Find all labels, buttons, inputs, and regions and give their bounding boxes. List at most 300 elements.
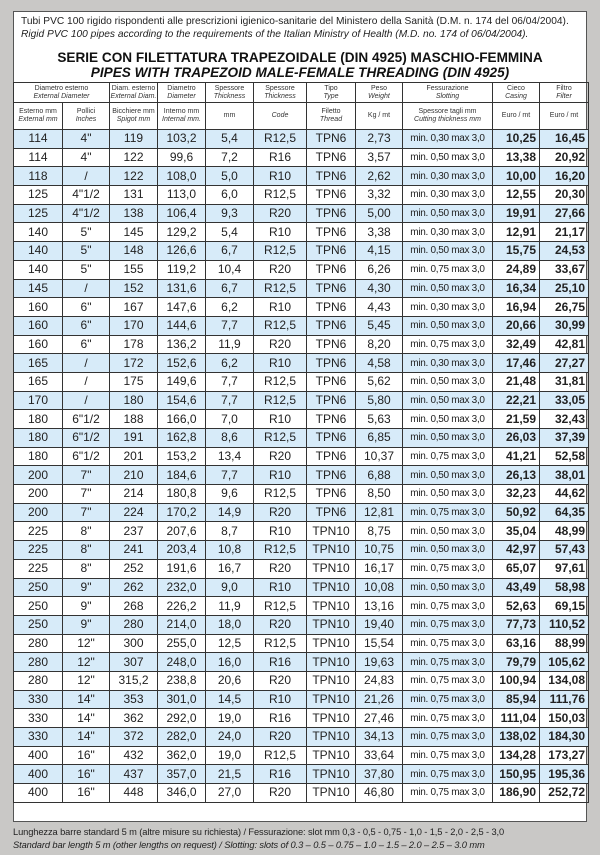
cell-slotting: min. 0,75 max 3,0 <box>403 765 493 784</box>
cell-thread: TPN6 <box>307 298 356 317</box>
cell-filter-price: 27,66 <box>540 204 589 223</box>
cell-thread: TPN10 <box>307 522 356 541</box>
pipe-spec-table <box>13 82 589 803</box>
header-label-italian: Diametro <box>167 84 196 92</box>
cell-inches: 5" <box>63 223 110 242</box>
intro-italian: Tubi PVC 100 rigido rispondenti alle prescrizioni igienico-sanitarie del Ministero della Sanità (D.M. n. 174 del 06/04/2004). <box>21 16 569 27</box>
cell-slotting: min. 0,75 max 3,0 <box>403 447 493 466</box>
cell-external-mm: 160 <box>14 298 63 317</box>
cell-code: R20 <box>254 671 307 690</box>
header-label-english: External Diam. <box>110 92 157 100</box>
cell-spigot-mm: 300 <box>110 634 158 653</box>
cell-slotting: min. 0,50 max 3,0 <box>403 410 493 429</box>
table-row <box>14 260 589 279</box>
cell-spigot-mm: 119 <box>110 130 158 149</box>
cell-spigot-mm: 170 <box>110 316 158 335</box>
header-label-english: Thickness <box>264 92 296 100</box>
cell-slotting: min. 0,75 max 3,0 <box>403 559 493 578</box>
cell-code: R12,5 <box>254 597 307 616</box>
cell-filter-price: 105,62 <box>540 653 589 672</box>
cell-inches: 7" <box>63 485 110 504</box>
cell-spigot-mm: 315,2 <box>110 671 158 690</box>
cell-thread: TPN6 <box>307 260 356 279</box>
cell-external-mm: 125 <box>14 204 63 223</box>
header-column-cell <box>63 103 110 130</box>
cell-casing-price: 10,25 <box>493 130 540 149</box>
cell-thread: TPN10 <box>307 597 356 616</box>
cell-casing-price: 186,90 <box>493 784 540 803</box>
cell-slotting: min. 0,30 max 3,0 <box>403 130 493 149</box>
cell-casing-price: 13,38 <box>493 148 540 167</box>
cell-internal-mm: 154,6 <box>158 391 206 410</box>
cell-thickness-mm: 10,4 <box>206 260 254 279</box>
cell-weight: 4,30 <box>356 279 403 298</box>
table-row <box>14 279 589 298</box>
cell-thickness-mm: 13,4 <box>206 447 254 466</box>
header-label-english: Thickness <box>213 92 246 100</box>
cell-code: R16 <box>254 765 307 784</box>
table-row <box>14 242 589 261</box>
cell-internal-mm: 129,2 <box>158 223 206 242</box>
header-label-italian: Interno mm <box>163 108 200 115</box>
cell-spigot-mm: 214 <box>110 485 158 504</box>
cell-weight: 4,15 <box>356 242 403 261</box>
cell-code: R10 <box>254 466 307 485</box>
cell-filter-price: 38,01 <box>540 466 589 485</box>
cell-weight: 24,83 <box>356 671 403 690</box>
cell-weight: 5,62 <box>356 372 403 391</box>
header-label-italian: Spessore <box>214 84 245 92</box>
header-column-cell <box>14 103 63 130</box>
table-row <box>14 223 589 242</box>
cell-external-mm: 140 <box>14 223 63 242</box>
cell-internal-mm: 119,2 <box>158 260 206 279</box>
cell-filter-price: 32,43 <box>540 410 589 429</box>
cell-internal-mm: 152,6 <box>158 354 206 373</box>
cell-thread: TPN10 <box>307 671 356 690</box>
cell-casing-price: 63,16 <box>493 634 540 653</box>
cell-slotting: min. 0,30 max 3,0 <box>403 186 493 205</box>
cell-code: R12,5 <box>254 316 307 335</box>
cell-weight: 10,37 <box>356 447 403 466</box>
cell-filter-price: 69,15 <box>540 597 589 616</box>
cell-casing-price: 32,23 <box>493 485 540 504</box>
cell-casing-price: 15,75 <box>493 242 540 261</box>
cell-weight: 4,58 <box>356 354 403 373</box>
cell-inches: 6"1/2 <box>63 447 110 466</box>
header-label-italian: Esterno mm <box>19 108 57 115</box>
cell-slotting: min. 0,75 max 3,0 <box>403 728 493 747</box>
cell-internal-mm: 136,2 <box>158 335 206 354</box>
cell-thread: TPN6 <box>307 466 356 485</box>
cell-external-mm: 160 <box>14 335 63 354</box>
cell-thread: TPN6 <box>307 186 356 205</box>
header-label-english: Internal mm. <box>162 116 201 123</box>
cell-weight: 46,80 <box>356 784 403 803</box>
cell-slotting: min. 0,75 max 3,0 <box>403 653 493 672</box>
cell-external-mm: 400 <box>14 746 63 765</box>
cell-weight: 8,50 <box>356 485 403 504</box>
cell-thickness-mm: 27,0 <box>206 784 254 803</box>
cell-casing-price: 43,49 <box>493 578 540 597</box>
header-group-cell <box>206 83 254 103</box>
cell-external-mm: 180 <box>14 447 63 466</box>
cell-thickness-mm: 9,0 <box>206 578 254 597</box>
cell-code: R20 <box>254 784 307 803</box>
cell-inches: 6"1/2 <box>63 429 110 448</box>
cell-internal-mm: 144,6 <box>158 316 206 335</box>
cell-weight: 3,57 <box>356 148 403 167</box>
cell-thickness-mm: 9,6 <box>206 485 254 504</box>
cell-thickness-mm: 24,0 <box>206 728 254 747</box>
cell-thread: TPN6 <box>307 335 356 354</box>
cell-thickness-mm: 20,6 <box>206 671 254 690</box>
cell-weight: 27,46 <box>356 709 403 728</box>
cell-casing-price: 52,63 <box>493 597 540 616</box>
cell-casing-price: 12,91 <box>493 223 540 242</box>
cell-external-mm: 140 <box>14 260 63 279</box>
table-row <box>14 429 589 448</box>
cell-code: R12,5 <box>254 634 307 653</box>
cell-spigot-mm: 180 <box>110 391 158 410</box>
cell-filter-price: 31,81 <box>540 372 589 391</box>
header-label-italian: Kg / mt <box>367 112 391 119</box>
cell-casing-price: 79,79 <box>493 653 540 672</box>
cell-spigot-mm: 122 <box>110 148 158 167</box>
cell-casing-price: 16,34 <box>493 279 540 298</box>
table-row <box>14 634 589 653</box>
cell-internal-mm: 207,6 <box>158 522 206 541</box>
cell-slotting: min. 0,30 max 3,0 <box>403 167 493 186</box>
cell-code: R20 <box>254 615 307 634</box>
cell-internal-mm: 162,8 <box>158 429 206 448</box>
header-label-english: Type <box>323 92 339 100</box>
cell-thickness-mm: 21,5 <box>206 765 254 784</box>
cell-weight: 5,00 <box>356 204 403 223</box>
table-row <box>14 485 589 504</box>
cell-inches: 8" <box>63 541 110 560</box>
cell-thickness-mm: 5,4 <box>206 130 254 149</box>
cell-internal-mm: 166,0 <box>158 410 206 429</box>
cell-external-mm: 118 <box>14 167 63 186</box>
cell-internal-mm: 346,0 <box>158 784 206 803</box>
cell-code: R12,5 <box>254 130 307 149</box>
header-label-english: Casing <box>505 92 527 100</box>
table-row <box>14 335 589 354</box>
cell-thickness-mm: 7,7 <box>206 391 254 410</box>
cell-spigot-mm: 237 <box>110 522 158 541</box>
cell-inches: 5" <box>63 242 110 261</box>
cell-internal-mm: 103,2 <box>158 130 206 149</box>
header-label-english: Diameter <box>167 92 196 100</box>
cell-weight: 19,40 <box>356 615 403 634</box>
cell-weight: 8,20 <box>356 335 403 354</box>
cell-external-mm: 250 <box>14 597 63 616</box>
cell-weight: 5,63 <box>356 410 403 429</box>
cell-casing-price: 65,07 <box>493 559 540 578</box>
cell-weight: 12,81 <box>356 503 403 522</box>
cell-slotting: min. 0,50 max 3,0 <box>403 429 493 448</box>
cell-spigot-mm: 191 <box>110 429 158 448</box>
cell-code: R20 <box>254 204 307 223</box>
cell-inches: 9" <box>63 615 110 634</box>
cell-weight: 2,62 <box>356 167 403 186</box>
cell-thickness-mm: 19,0 <box>206 746 254 765</box>
cell-thread: TPN10 <box>307 709 356 728</box>
cell-inches: 6" <box>63 316 110 335</box>
header-group-cell <box>493 83 540 103</box>
cell-filter-price: 33,05 <box>540 391 589 410</box>
cell-casing-price: 41,21 <box>493 447 540 466</box>
cell-code: R16 <box>254 709 307 728</box>
cell-spigot-mm: 241 <box>110 541 158 560</box>
header-column-cell <box>158 103 206 130</box>
cell-casing-price: 10,00 <box>493 167 540 186</box>
cell-thread: TPN6 <box>307 167 356 186</box>
cell-spigot-mm: 175 <box>110 372 158 391</box>
cell-spigot-mm: 224 <box>110 503 158 522</box>
cell-spigot-mm: 280 <box>110 615 158 634</box>
cell-thread: TPN10 <box>307 728 356 747</box>
header-label-english: Thread <box>319 116 343 123</box>
cell-external-mm: 225 <box>14 522 63 541</box>
table-row <box>14 671 589 690</box>
cell-weight: 6,88 <box>356 466 403 485</box>
table-row <box>14 447 589 466</box>
cell-slotting: min. 0,75 max 3,0 <box>403 784 493 803</box>
cell-casing-price: 111,04 <box>493 709 540 728</box>
cell-external-mm: 330 <box>14 709 63 728</box>
cell-external-mm: 400 <box>14 765 63 784</box>
cell-code: R10 <box>254 410 307 429</box>
header-column-cell <box>206 103 254 130</box>
cell-filter-price: 24,53 <box>540 242 589 261</box>
cell-casing-price: 85,94 <box>493 690 540 709</box>
header-label-italian: Spessore tagli mm <box>418 108 477 115</box>
cell-spigot-mm: 167 <box>110 298 158 317</box>
cell-slotting: min. 0,30 max 3,0 <box>403 223 493 242</box>
cell-external-mm: 125 <box>14 186 63 205</box>
table-row <box>14 148 589 167</box>
table-row <box>14 316 589 335</box>
cell-thread: TPN6 <box>307 223 356 242</box>
cell-external-mm: 180 <box>14 429 63 448</box>
cell-slotting: min. 0,75 max 3,0 <box>403 671 493 690</box>
cell-filter-price: 37,39 <box>540 429 589 448</box>
cell-thickness-mm: 16,0 <box>206 653 254 672</box>
cell-external-mm: 170 <box>14 391 63 410</box>
header-label-english: Cutting thickness mm <box>414 116 481 123</box>
cell-internal-mm: 131,6 <box>158 279 206 298</box>
cell-internal-mm: 126,6 <box>158 242 206 261</box>
cell-thickness-mm: 6,7 <box>206 242 254 261</box>
cell-slotting: min. 0,75 max 3,0 <box>403 690 493 709</box>
cell-external-mm: 160 <box>14 316 63 335</box>
title-english: PIPES WITH TRAPEZOID MALE-FEMALE THREADING (DIN 4925) <box>90 65 510 80</box>
cell-slotting: min. 0,75 max 3,0 <box>403 260 493 279</box>
cell-internal-mm: 153,2 <box>158 447 206 466</box>
cell-thickness-mm: 7,7 <box>206 316 254 335</box>
cell-filter-price: 58,98 <box>540 578 589 597</box>
table-row <box>14 167 589 186</box>
table-row <box>14 298 589 317</box>
cell-slotting: min. 0,50 max 3,0 <box>403 204 493 223</box>
header-label-italian: Fessurazione <box>426 84 469 92</box>
cell-spigot-mm: 138 <box>110 204 158 223</box>
header-group-cell <box>254 83 307 103</box>
cell-inches: / <box>63 279 110 298</box>
cell-external-mm: 200 <box>14 503 63 522</box>
cell-thread: TPN6 <box>307 391 356 410</box>
cell-spigot-mm: 307 <box>110 653 158 672</box>
cell-internal-mm: 108,0 <box>158 167 206 186</box>
header-column-cell <box>356 103 403 130</box>
cell-filter-price: 42,81 <box>540 335 589 354</box>
cell-code: R20 <box>254 559 307 578</box>
cell-thread: TPN10 <box>307 746 356 765</box>
cell-filter-price: 64,35 <box>540 503 589 522</box>
table-row <box>14 559 589 578</box>
cell-thread: TPN6 <box>307 279 356 298</box>
table-row <box>14 597 589 616</box>
cell-inches: 4" <box>63 148 110 167</box>
cell-external-mm: 250 <box>14 578 63 597</box>
cell-thread: TPN6 <box>307 148 356 167</box>
cell-internal-mm: 106,4 <box>158 204 206 223</box>
intro-text <box>21 15 569 41</box>
cell-external-mm: 114 <box>14 148 63 167</box>
table-row <box>14 784 589 803</box>
cell-filter-price: 195,36 <box>540 765 589 784</box>
cell-thickness-mm: 11,9 <box>206 597 254 616</box>
cell-external-mm: 400 <box>14 784 63 803</box>
cell-inches: / <box>63 354 110 373</box>
cell-spigot-mm: 362 <box>110 709 158 728</box>
cell-casing-price: 35,04 <box>493 522 540 541</box>
header-label-italian: Diametro esterno <box>34 84 89 92</box>
cell-filter-price: 21,17 <box>540 223 589 242</box>
header-column-cell <box>110 103 158 130</box>
cell-inches: 14" <box>63 709 110 728</box>
cell-slotting: min. 0,75 max 3,0 <box>403 746 493 765</box>
cell-thickness-mm: 12,5 <box>206 634 254 653</box>
cell-inches: 14" <box>63 728 110 747</box>
cell-inches: 4"1/2 <box>63 204 110 223</box>
cell-thickness-mm: 10,8 <box>206 541 254 560</box>
cell-internal-mm: 282,0 <box>158 728 206 747</box>
table-row <box>14 503 589 522</box>
cell-code: R16 <box>254 653 307 672</box>
cell-thread: TPN10 <box>307 615 356 634</box>
header-label-english: External mm <box>18 116 58 123</box>
header-column-row <box>14 103 589 130</box>
cell-filter-price: 48,99 <box>540 522 589 541</box>
cell-thread: TPN10 <box>307 578 356 597</box>
cell-inches: 8" <box>63 522 110 541</box>
cell-weight: 2,73 <box>356 130 403 149</box>
cell-thread: TPN6 <box>307 503 356 522</box>
cell-thread: TPN10 <box>307 559 356 578</box>
table-row <box>14 410 589 429</box>
cell-weight: 34,13 <box>356 728 403 747</box>
table-body <box>14 130 589 803</box>
cell-inches: / <box>63 391 110 410</box>
header-label-english: Slotting <box>435 92 460 100</box>
cell-slotting: min. 0,75 max 3,0 <box>403 597 493 616</box>
cell-thread: TPN6 <box>307 316 356 335</box>
cell-thickness-mm: 6,2 <box>206 354 254 373</box>
cell-inches: 14" <box>63 690 110 709</box>
cell-thickness-mm: 8,6 <box>206 429 254 448</box>
cell-weight: 37,80 <box>356 765 403 784</box>
cell-code: R12,5 <box>254 279 307 298</box>
cell-thickness-mm: 16,7 <box>206 559 254 578</box>
cell-weight: 6,26 <box>356 260 403 279</box>
cell-internal-mm: 248,0 <box>158 653 206 672</box>
cell-weight: 5,45 <box>356 316 403 335</box>
cell-slotting: min. 0,50 max 3,0 <box>403 242 493 261</box>
cell-inches: 8" <box>63 559 110 578</box>
cell-thread: TPN6 <box>307 410 356 429</box>
header-group-cell <box>403 83 493 103</box>
table-row <box>14 541 589 560</box>
cell-thickness-mm: 5,4 <box>206 223 254 242</box>
cell-internal-mm: 238,8 <box>158 671 206 690</box>
cell-internal-mm: 255,0 <box>158 634 206 653</box>
cell-internal-mm: 170,2 <box>158 503 206 522</box>
cell-inches: 6" <box>63 298 110 317</box>
header-group-cell <box>158 83 206 103</box>
cell-code: R12,5 <box>254 746 307 765</box>
cell-inches: 5" <box>63 260 110 279</box>
cell-thickness-mm: 6,7 <box>206 279 254 298</box>
cell-inches: 6"1/2 <box>63 410 110 429</box>
table-row <box>14 466 589 485</box>
cell-slotting: min. 0,30 max 3,0 <box>403 354 493 373</box>
cell-weight: 33,64 <box>356 746 403 765</box>
cell-thread: TPN6 <box>307 372 356 391</box>
header-label-english: Code <box>271 112 289 119</box>
cell-weight: 6,85 <box>356 429 403 448</box>
header-group-cell <box>356 83 403 103</box>
header-label-italian: Spessore <box>265 84 295 92</box>
header-column-cell <box>493 103 540 130</box>
cell-inches: 4"1/2 <box>63 186 110 205</box>
table-row <box>14 204 589 223</box>
footer-english: Standard bar length 5 m (other lengths on request) / Slotting: slots of 0.3 – 0.5 – 0.75 – 1.0 – 1.5 – 2.0 – 2.5 – 3.0 mm <box>13 839 485 850</box>
cell-casing-price: 24,89 <box>493 260 540 279</box>
header-label-italian: Filetto <box>321 108 341 115</box>
cell-code: R20 <box>254 503 307 522</box>
header-label-italian: Cieco <box>507 84 525 92</box>
cell-slotting: min. 0,50 max 3,0 <box>403 279 493 298</box>
cell-slotting: min. 0,50 max 3,0 <box>403 522 493 541</box>
cell-spigot-mm: 122 <box>110 167 158 186</box>
cell-spigot-mm: 437 <box>110 765 158 784</box>
cell-spigot-mm: 178 <box>110 335 158 354</box>
cell-filter-price: 20,92 <box>540 148 589 167</box>
cell-thickness-mm: 6,0 <box>206 186 254 205</box>
cell-weight: 3,32 <box>356 186 403 205</box>
cell-external-mm: 225 <box>14 541 63 560</box>
cell-casing-price: 21,48 <box>493 372 540 391</box>
cell-code: R10 <box>254 223 307 242</box>
table-row <box>14 372 589 391</box>
cell-thickness-mm: 9,3 <box>206 204 254 223</box>
cell-internal-mm: 99,6 <box>158 148 206 167</box>
cell-weight: 5,80 <box>356 391 403 410</box>
cell-external-mm: 145 <box>14 279 63 298</box>
